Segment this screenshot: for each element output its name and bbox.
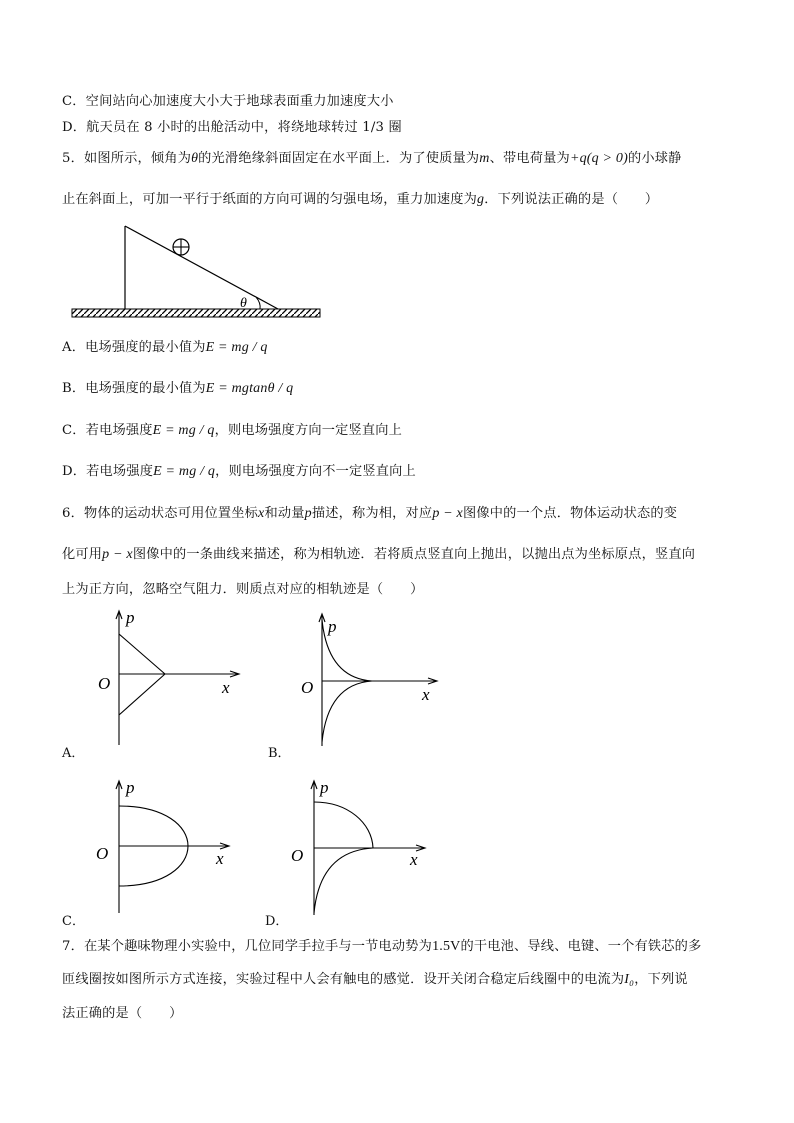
q5-option-suffix: ，则电场强度方向不一定竖直向上: [215, 464, 416, 479]
q5-option-formula: E = mg / q: [205, 340, 268, 355]
q5-stem-line2: [62, 188, 658, 208]
incline-figure: [60, 218, 330, 326]
x-label: x: [422, 685, 430, 704]
q7-text: 的干电池、导线、电键、一个有铁芯的多: [460, 939, 702, 954]
q5-text: 的小球静: [627, 151, 682, 166]
q7-stem-line1: [62, 935, 701, 955]
q5-text: 的光滑绝缘斜面固定在水平面上．为了使质量为: [198, 151, 480, 166]
q4-option-c: C．空间站向心加速度大小大于地球表面重力加速度大小: [62, 94, 394, 109]
q7-text: ，下列说: [634, 972, 688, 987]
charged-ball-icon: [173, 239, 189, 255]
incline-slope: [125, 226, 278, 309]
q6-text: 和动量: [264, 506, 305, 521]
x-label: x: [410, 850, 418, 869]
q6-x: x: [258, 506, 265, 521]
p-label: p: [126, 608, 135, 627]
q6-text: 化可用: [62, 547, 103, 562]
q5-g: g: [477, 192, 485, 207]
q6-text: 6．物体的运动状态可用位置坐标: [62, 506, 259, 521]
q5-option-label: A．电场强度的最小值为: [62, 340, 206, 355]
q5-mass: m: [479, 151, 490, 166]
q5-theta: θ: [191, 151, 199, 166]
q7-text: 7．在某个趣味物理小实验中，几位同学手拉手与一节电动势为: [62, 939, 433, 954]
graph-c-label: C．: [62, 914, 85, 929]
q5-option-d: [62, 460, 416, 480]
q5-option-a: [62, 336, 268, 356]
q6-text: 图像中的一条曲线来描述，称为相轨迹．若将质点竖直向上抛出，以抛出点为坐标原点，竖直向: [132, 547, 696, 562]
q5-text: 止在斜面上，可加一平行于纸面的方向可调的匀强电场，重力加速度为: [62, 192, 478, 207]
q6-text: 描述，称为相，对应: [311, 506, 433, 521]
q7-emf: 1.5V: [432, 939, 461, 954]
graph-d: [286, 775, 436, 917]
x-label: x: [216, 849, 224, 868]
graph-a: [90, 605, 250, 747]
q5-option-formula: E = mg / q: [153, 464, 216, 479]
q6-px: p − x: [102, 547, 133, 562]
q6-stem-line2: [62, 543, 695, 563]
q5-option-suffix: ，则电场强度方向一定竖直向上: [214, 423, 403, 438]
origin-label: O: [291, 846, 304, 865]
q5-text: 、带电荷量为: [489, 151, 570, 166]
p-label: p: [126, 778, 135, 797]
q7-stem-line3: 法正确的是（ ）: [62, 1006, 183, 1021]
q5-option-formula: E = mg / q: [152, 423, 215, 438]
angle-theta-label: θ: [240, 296, 247, 311]
q6-stem-line3: 上为正方向，忽略空气阻力．则质点对应的相轨迹是（ ）: [62, 582, 424, 597]
q5-option-b: [62, 377, 293, 397]
trajectory-upper: [119, 634, 165, 674]
q7-text: 匝线圈按如图所示方式连接，实验过程中人会有触电的感觉．设开关闭合稳定后线圈中的电流为: [62, 972, 625, 987]
trajectory-lower: [322, 681, 372, 742]
q4-option-d: D．航天员在 8 小时的出舱活动中，将绕地球转过 1/3 圈: [62, 120, 402, 135]
q6-p: p: [304, 506, 312, 521]
ground-hatch: [72, 309, 320, 317]
q5-option-formula: E = mgtanθ / q: [205, 381, 294, 396]
q5-option-label: D．若电场强度: [62, 464, 154, 479]
graph-b: [296, 608, 446, 748]
origin-label: O: [96, 844, 109, 863]
trajectory-lower: [119, 674, 165, 715]
p-label: p: [320, 778, 329, 797]
graph-a-label: A．: [62, 746, 85, 761]
origin-label: O: [301, 678, 314, 697]
graph-b-label: B．: [268, 746, 291, 761]
trajectory-upper: [314, 802, 373, 848]
origin-label: O: [98, 674, 111, 693]
q5-option-c: [62, 419, 402, 439]
q5-text: 5．如图所示，倾角为: [62, 151, 192, 166]
q7-stem-line2: [62, 968, 688, 988]
p-label: p: [328, 617, 337, 636]
q5-charge: +q(q > 0): [569, 151, 628, 166]
q7-current: I₀: [624, 972, 635, 987]
q6-text: 图像中的一个点．物体运动状态的变: [462, 506, 678, 521]
q5-text: ．下列说法正确的是（ ）: [484, 192, 659, 207]
q5-stem-line1: [62, 147, 682, 167]
graph-d-label: D．: [265, 914, 289, 929]
q5-option-label: B．电场强度的最小值为: [62, 381, 206, 396]
q5-option-label: C．若电场强度: [62, 423, 153, 438]
graph-c: [90, 775, 240, 915]
q6-px: p − x: [432, 506, 463, 521]
trajectory-lower: [314, 848, 373, 913]
q6-stem-line1: [62, 502, 677, 522]
x-label: x: [222, 678, 230, 697]
